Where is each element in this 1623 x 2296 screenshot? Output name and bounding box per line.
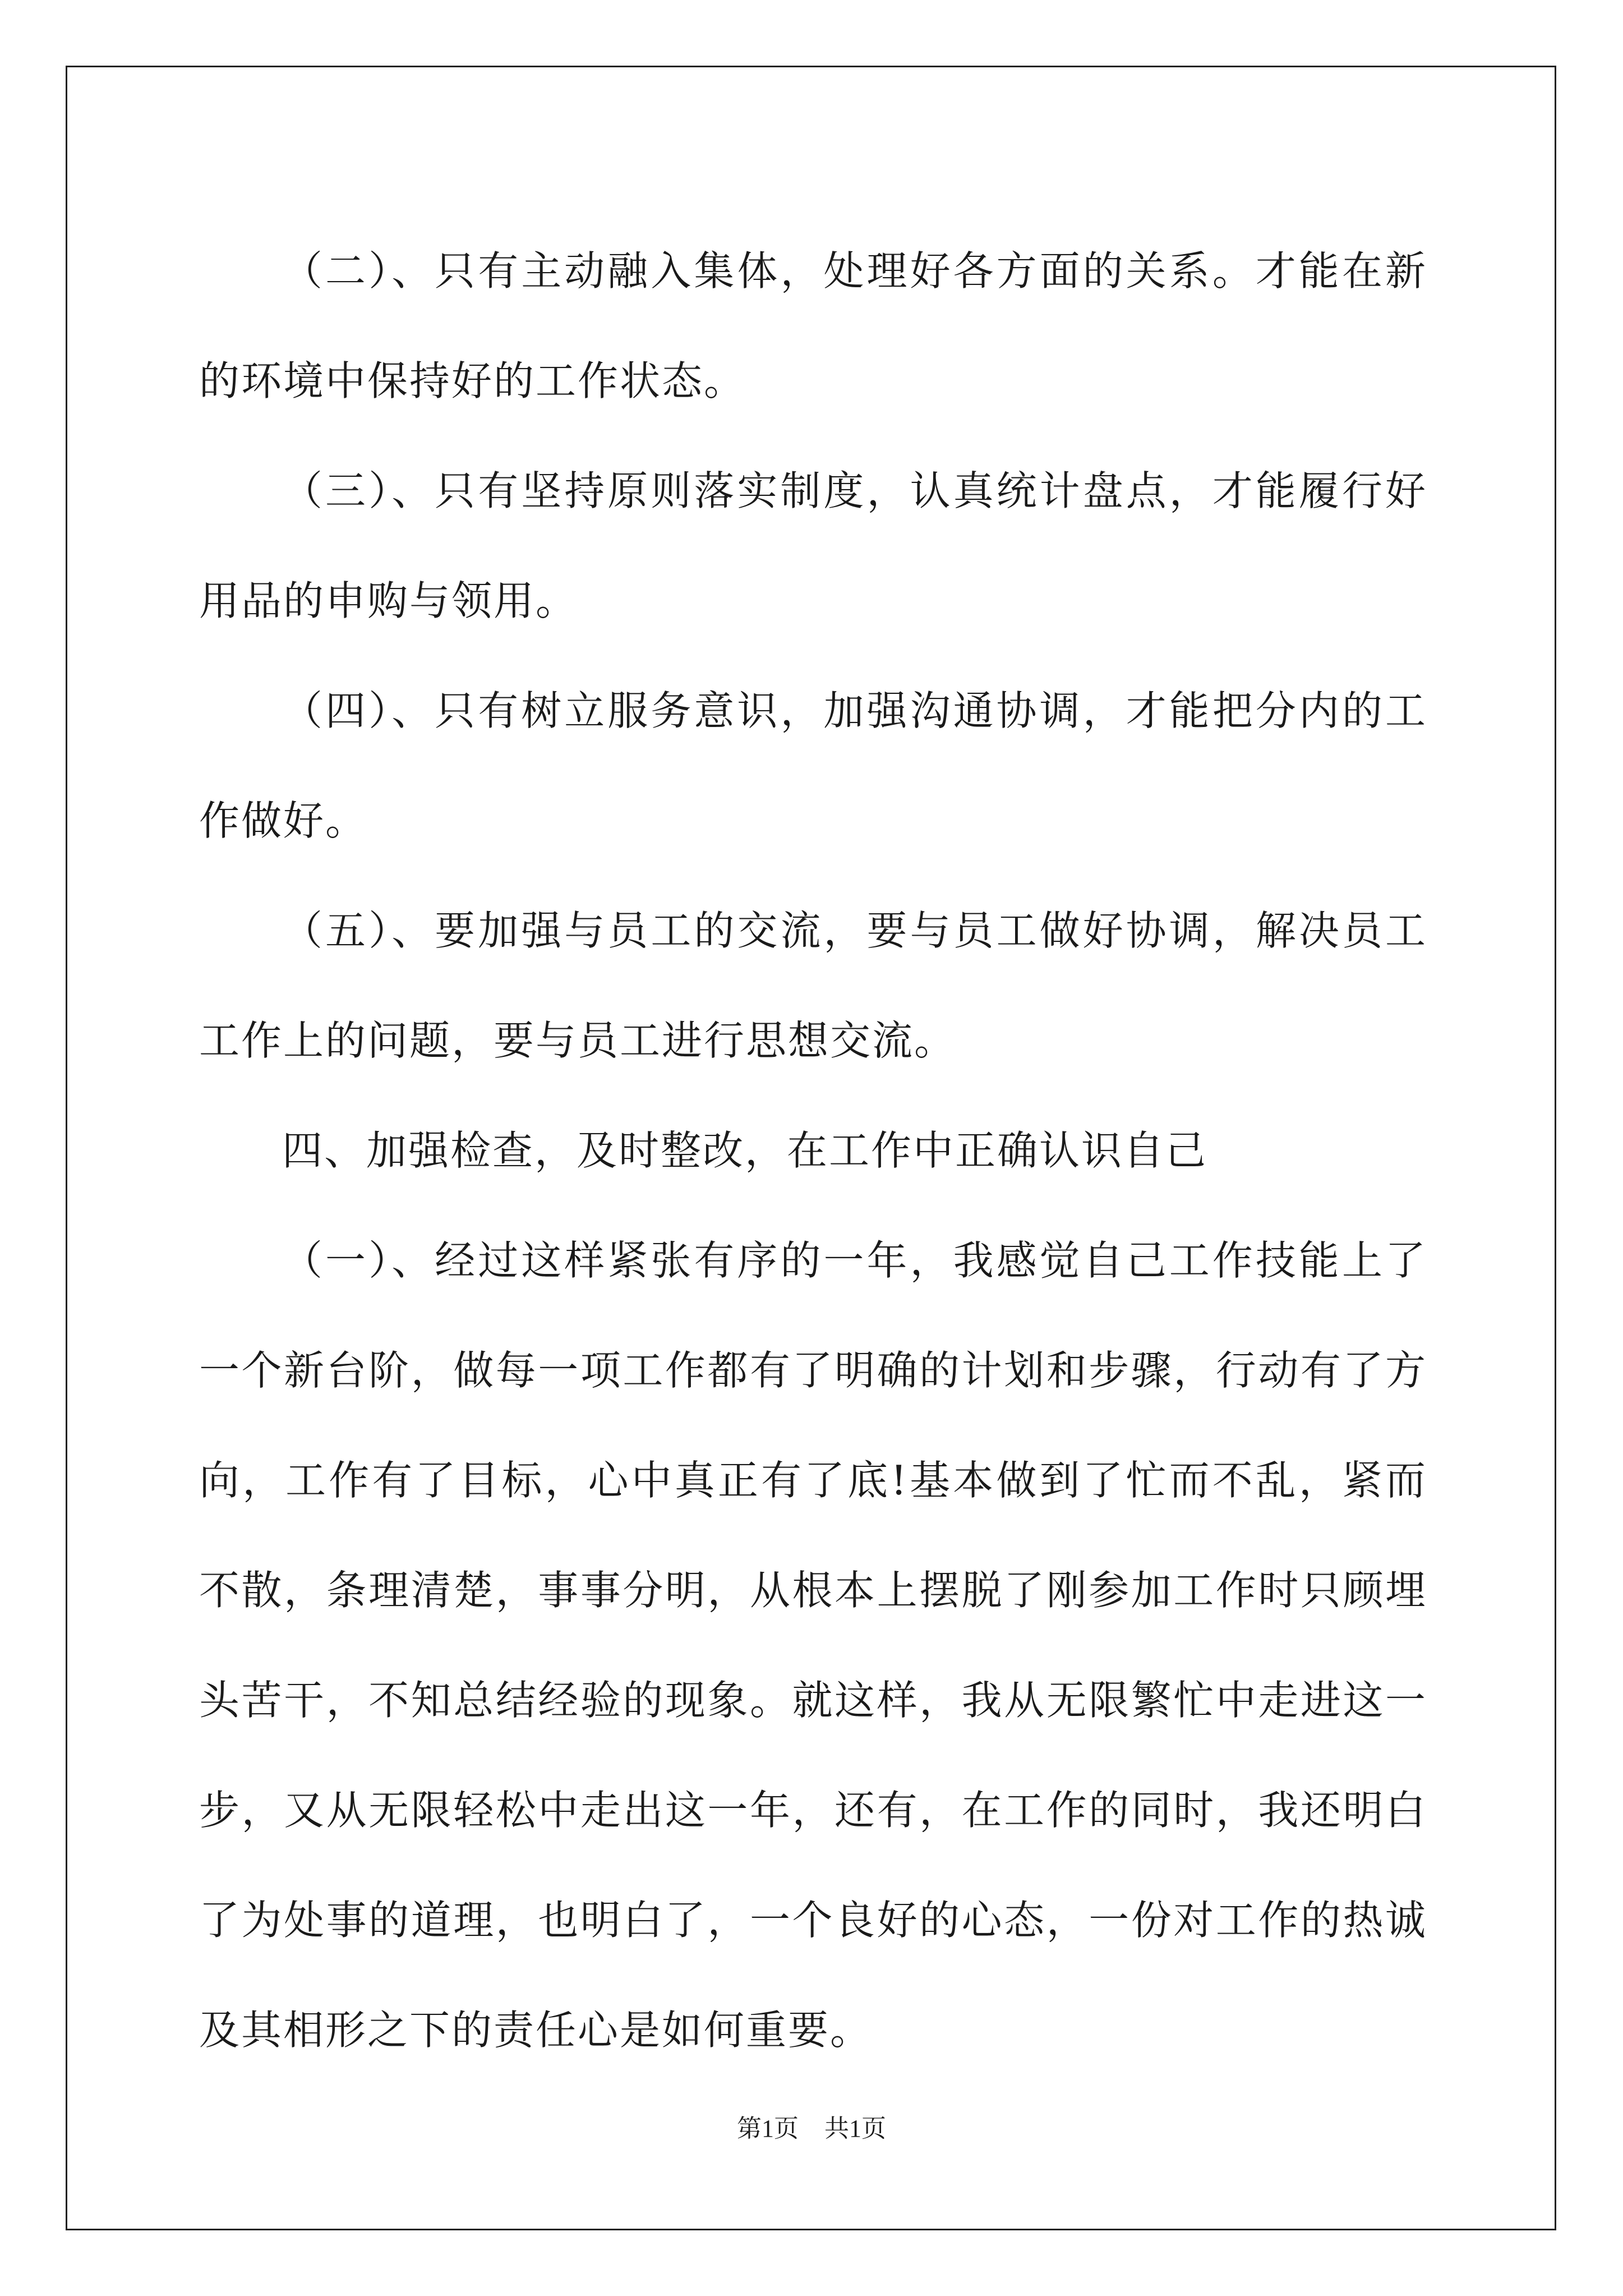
paragraph-2: （二）、只有主动融入集体，处理好各方面的关系。才能在新的环境中保持好的工作状态。 <box>199 247 1427 404</box>
section-heading-4: 四、加强检查，及时整改，在工作中正确认识自己 <box>282 1127 1208 1174</box>
page-total: 共1页 <box>824 2115 886 2142</box>
paragraph-section4-1: （一）、经过这样紧张有序的一年，我感觉自己工作技能上了一个新台阶，做每一项工作都有了明确的计划和步骤，行动有了方向，工作有了目标，心中真正有了底!基本做到了忙而不乱，紧而不散，条理清楚，事事分明，从根本上摆脱了刚参加工作时只顾埋头苦干，不知总结经验的现象。就这样，我从无限繁忙中走进这一步，又从无限轻松中走出这一年，还有，在工作的同时，我还明白了为处事的道理，也明白了，一个良好的心态，一份对工作的热诚及其相形之下的责任心是如何重要。 <box>199 1237 1427 2054</box>
document-body <box>199 216 1427 2085</box>
paragraph-5: （五）、要加强与员工的交流，要与员工做好协调，解决员工工作上的问题，要与员工进行思想交流。 <box>199 907 1427 1064</box>
paragraph-4: （四）、只有树立服务意识，加强沟通协调，才能把分内的工作做好。 <box>199 687 1427 844</box>
paragraph-3: （三）、只有坚持原则落实制度，认真统计盘点，才能履行好用品的申购与领用。 <box>199 467 1427 624</box>
page-footer <box>0 2108 1623 2144</box>
page-number: 第1页 <box>737 2115 799 2142</box>
